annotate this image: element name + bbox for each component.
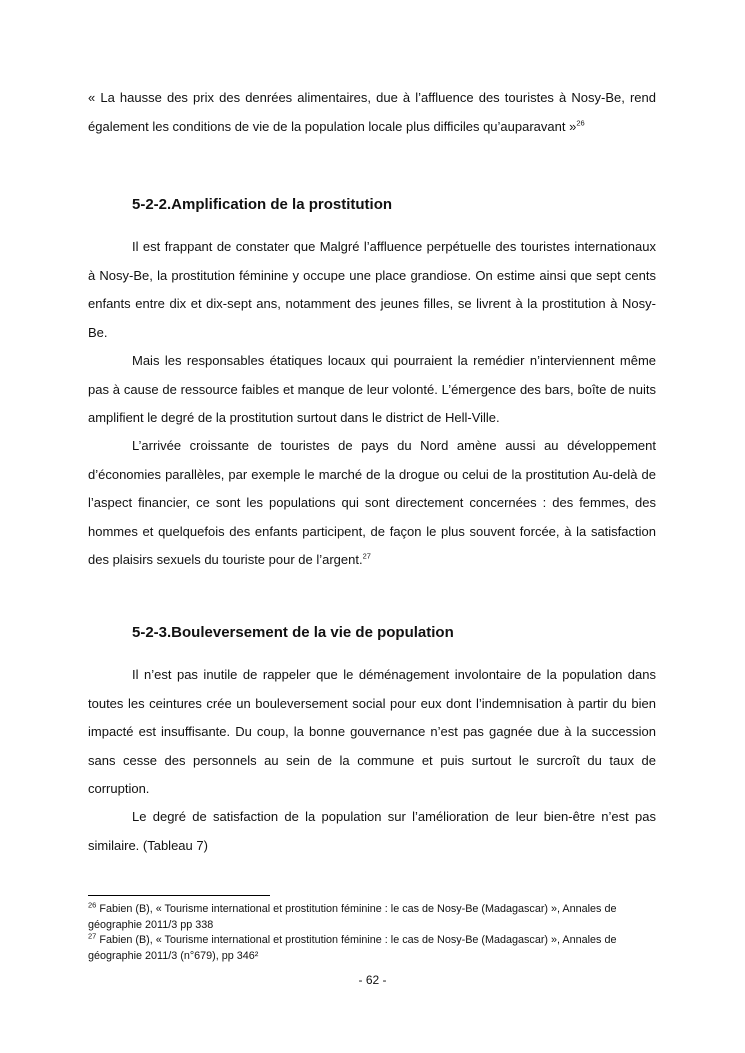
footnote-text: Fabien (B), « Tourisme international et prostitution féminine : le cas de Nosy-Be (Madagascar) », Annales de géographie 2011/3 (n°679), pp 346² bbox=[88, 934, 617, 962]
paragraph-text: L’arrivée croissante de touristes de pays du Nord amène aussi au développement d’économies parallèles, par exemple le marché de la drogue ou celui de la prostitution Au-delà de l’aspect financier, ce sont les populations qui sont directement concernées : des femmes, des hommes et quelquefois des enfants participent, de façon le plus souvent forcée, à la satisfaction des plaisirs sexuels du touriste pour de l’argent. bbox=[88, 438, 656, 567]
paragraph: Il n’est pas inutile de rappeler que le déménagement involontaire de la population dans toutes les ceintures crée un bouleversement social pour eux dont l’indemnisation à partir du bien impacté est insuffisante. Du coup, la bonne gouvernance n’est pas gagnée due à la succession sans cesse des personnels au sein de la commune et puis surtout le surcroît du taux de corruption. bbox=[88, 667, 656, 796]
footnote-number: 26 bbox=[88, 900, 97, 910]
footnote-27 bbox=[88, 933, 653, 964]
footnote-26 bbox=[88, 902, 653, 933]
section-heading-bouleversement: 5-2-3.Bouleversement de la vie de population bbox=[132, 624, 454, 641]
footnote-text: Fabien (B), « Tourisme international et prostitution féminine : le cas de Nosy-Be (Madagascar) », Annales de géographie 2011/3 pp 338 bbox=[88, 903, 617, 931]
quote-text: « La hausse des prix des denrées alimentaires, due à l’affluence des touristes à Nosy-Be, rend également les conditions de vie de la population locale plus difficiles qu’auparavant » bbox=[88, 90, 656, 134]
paragraph: Le degré de satisfaction de la population sur l’amélioration de leur bien-être n’est pas similaire. (Tableau 7) bbox=[88, 809, 656, 853]
footnote-ref-27[interactable]: 27 bbox=[362, 551, 371, 561]
section-heading-prostitution: 5-2-2.Amplification de la prostitution bbox=[132, 196, 393, 213]
quote-paragraph bbox=[88, 84, 656, 141]
footnote-number: 27 bbox=[88, 931, 97, 941]
paragraph bbox=[88, 432, 656, 575]
paragraph: Il est frappant de constater que Malgré l’affluence perpétuelle des touristes internationaux à Nosy-Be, la prostitution féminine y occupe une place grandiose. On estime ainsi que sept cents enfants entre dix et dix-sept ans, notamment des jeunes filles, se livrent à la prostitution à Nosy-Be. bbox=[88, 239, 656, 340]
footnote-separator bbox=[88, 895, 270, 896]
paragraph: Mais les responsables étatiques locaux qui pourraient la remédier n’interviennent même pas à cause de ressource faibles et manque de leur volonté. L’émergence des bars, boîte de nuits amplifient le degré de la prostitution surtout dans le district de Hell-Ville. bbox=[88, 353, 656, 425]
footnote-ref-26[interactable]: 26 bbox=[576, 118, 585, 128]
page-number: - 62 - bbox=[358, 973, 387, 987]
